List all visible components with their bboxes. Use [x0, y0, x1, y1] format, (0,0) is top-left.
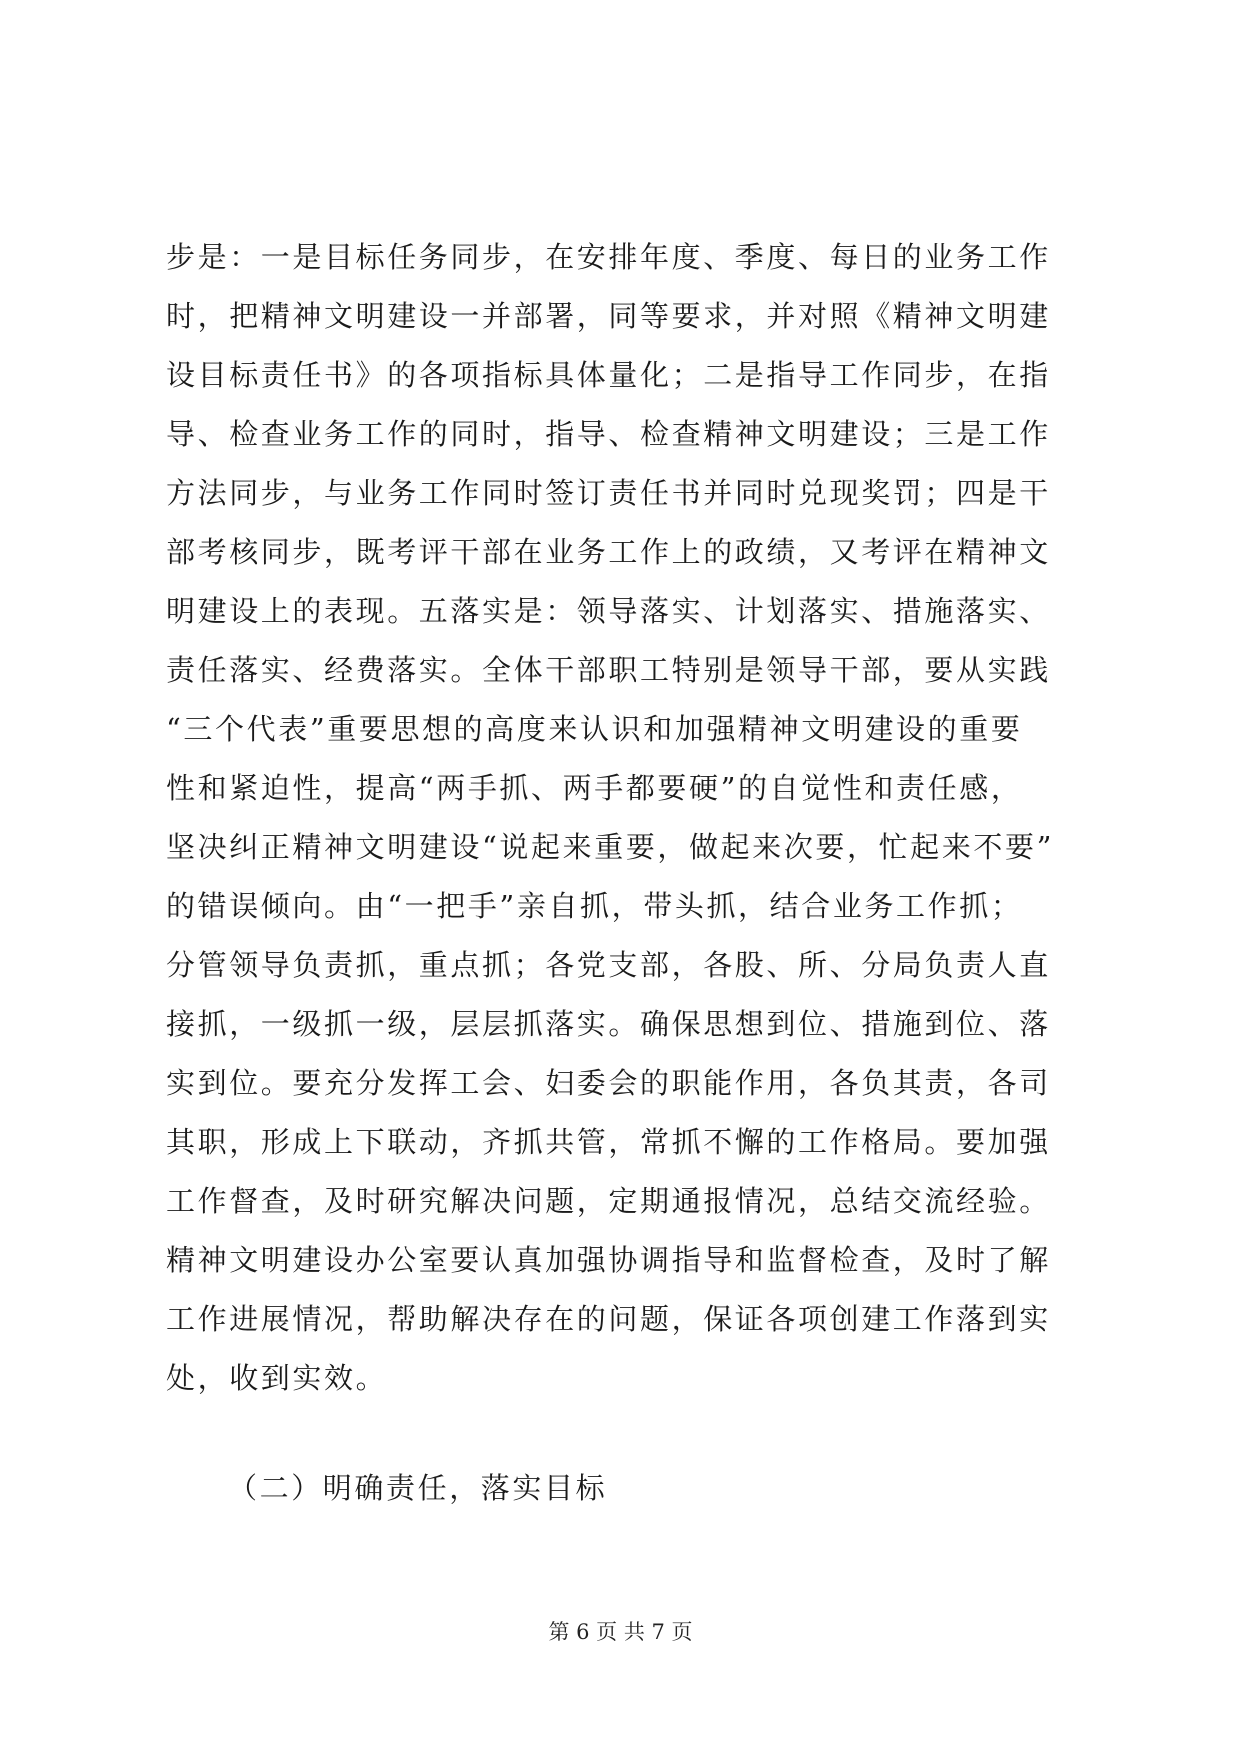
text-line: 工作督查，及时研究解决问题，定期通报情况，总结交流经验。	[166, 1184, 1051, 1218]
text-line: 其职，形成上下联动，齐抓共管，常抓不懈的工作格局。要加强	[166, 1125, 1051, 1159]
text-line: 工作进展情况，帮助解决存在的问题，保证各项创建工作落到实	[166, 1302, 1051, 1336]
text-line: 性和紧迫性，提高“两手抓、两手都要硬”的自觉性和责任感，	[166, 771, 1023, 805]
text-line: 分管领导负责抓，重点抓；各党支部，各股、所、分局负责人直	[166, 948, 1051, 982]
section-heading: （二）明确责任，落实目标	[228, 1471, 608, 1505]
body-paragraph	[166, 228, 1086, 1408]
text-line: 明建设上的表现。五落实是：领导落实、计划落实、措施落实、	[166, 594, 1051, 628]
text-line: 步是：一是目标任务同步，在安排年度、季度、每日的业务工作	[166, 240, 1051, 274]
text-line: 实到位。要充分发挥工会、妇委会的职能作用，各负其责，各司	[166, 1066, 1051, 1100]
text-line: 时，把精神文明建设一并部署，同等要求，并对照《精神文明建	[166, 299, 1051, 333]
text-line: 部考核同步，既考评干部在业务工作上的政绩，又考评在精神文	[166, 535, 1051, 569]
text-line: 责任落实、经费落实。全体干部职工特别是领导干部，要从实践	[166, 653, 1051, 687]
text-line: 接抓，一级抓一级，层层抓落实。确保思想到位、措施到位、落	[166, 1007, 1051, 1041]
text-line: 方法同步，与业务工作同时签订责任书并同时兑现奖罚；四是干	[166, 476, 1051, 510]
text-line: 处，收到实效。	[166, 1361, 388, 1395]
text-line: “三个代表”重要思想的高度来认识和加强精神文明建设的重要	[166, 712, 1023, 746]
text-line: 的错误倾向。由“一把手”亲自抓，带头抓，结合业务工作抓；	[166, 889, 1023, 923]
text-line: 坚决纠正精神文明建设“说起来重要，做起来次要，忙起来不要”	[166, 830, 1055, 864]
text-line: 设目标责任书》的各项指标具体量化；二是指导工作同步，在指	[166, 358, 1051, 392]
text-line: 导、检查业务工作的同时，指导、检查精神文明建设；三是工作	[166, 417, 1051, 451]
text-line: 精神文明建设办公室要认真加强协调指导和监督检查，及时了解	[166, 1243, 1051, 1277]
page-number-footer: 第 6 页 共 7 页	[548, 1620, 693, 1644]
